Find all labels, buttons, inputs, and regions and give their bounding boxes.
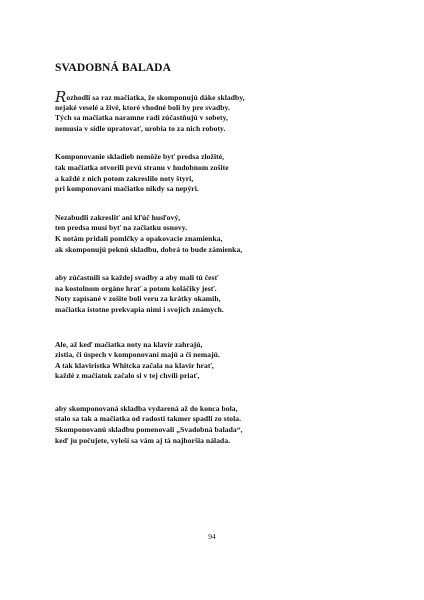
poem-line: aby skomponovaná skladba vydarená až do konca bola, — [55, 403, 238, 413]
stanza-3 — [55, 213, 355, 255]
poem-title: SVADOBNÁ BALADA — [55, 62, 171, 74]
stanza-5 — [55, 340, 355, 382]
stanza-6 — [55, 404, 355, 446]
poem-line: pri komponovaní mačiatko nikdy sa nepýri. — [55, 184, 199, 194]
poem-line: tak mačiatka otvorili prvú stranu v hudobnom zošite — [55, 162, 229, 172]
poem-line: Komponovanie skladieb nemôže byť predsa zložité, — [55, 152, 225, 162]
stanza-1 — [55, 88, 355, 134]
poem-line: aby zúčastnili sa každej svadby a aby mali tú česť — [55, 273, 219, 283]
poem-line — [55, 88, 355, 106]
poem-line: keď ju počujete, vyleší sa vám aj tá najhoršia nálada. — [55, 435, 231, 445]
poem-line: stalo sa tak a mačiatka od radosti takmer spadli zo stola. — [55, 414, 242, 424]
poem-line: A tak klaviristka Whitcka začala na klavír hrať, — [55, 360, 214, 370]
poem-line: nejaké veselé a živé, ktoré vhodné boli by pre svadby. — [55, 102, 230, 112]
poem-line: mačiatka istotne prekvapia nimi i svojich známych. — [55, 304, 224, 314]
poem-line: Ale, až keď mačiatka noty na klavír zahrajú, — [55, 339, 203, 349]
poem-line: ak skomponujú peknú skladbu, dobrá to bude zámienka, — [55, 244, 243, 254]
poem-line-text: ozhodli sa raz mačiatka, že skomponujú dáke skladby, — [66, 93, 245, 102]
poem-line: Noty zapísané v zošite boli veru za krátky okamih, — [55, 294, 221, 304]
poem-line: a každé z nich potom zakreslilo noty štyri, — [55, 173, 194, 183]
poem-line: Tých sa mačiatka naramne radi zúčastňujú v sobety, — [55, 113, 228, 123]
poem-line: zistia, či úspech v komponovaní majú a či nemajú. — [55, 350, 220, 360]
poem-line: ten predsa musí byť na začiatku osnovy. — [55, 223, 188, 233]
poem-line: K notám pridali pomlčky a opakovacie znamienka, — [55, 233, 223, 243]
poem-line: Skomponovanú skladbu pomenovali „Svadobná balada“, — [55, 425, 243, 435]
poem-body — [55, 88, 355, 465]
page-number: 94 — [208, 532, 216, 541]
stanza-2 — [55, 152, 355, 194]
poem-line: Nezabudli zakresliť ani kľúč husľový, — [55, 212, 181, 222]
poem-line: každé z mačiatok začalo si v tej chvíli priať, — [55, 371, 200, 381]
poem-line: nemusia v sídle upratovať, urobia to za nich roboty. — [55, 123, 226, 133]
drop-cap: R — [55, 88, 67, 106]
stanza-4 — [55, 273, 355, 315]
poem-line: na kostolnom orgáne hrať a potom koláčiky jesť. — [55, 283, 217, 293]
